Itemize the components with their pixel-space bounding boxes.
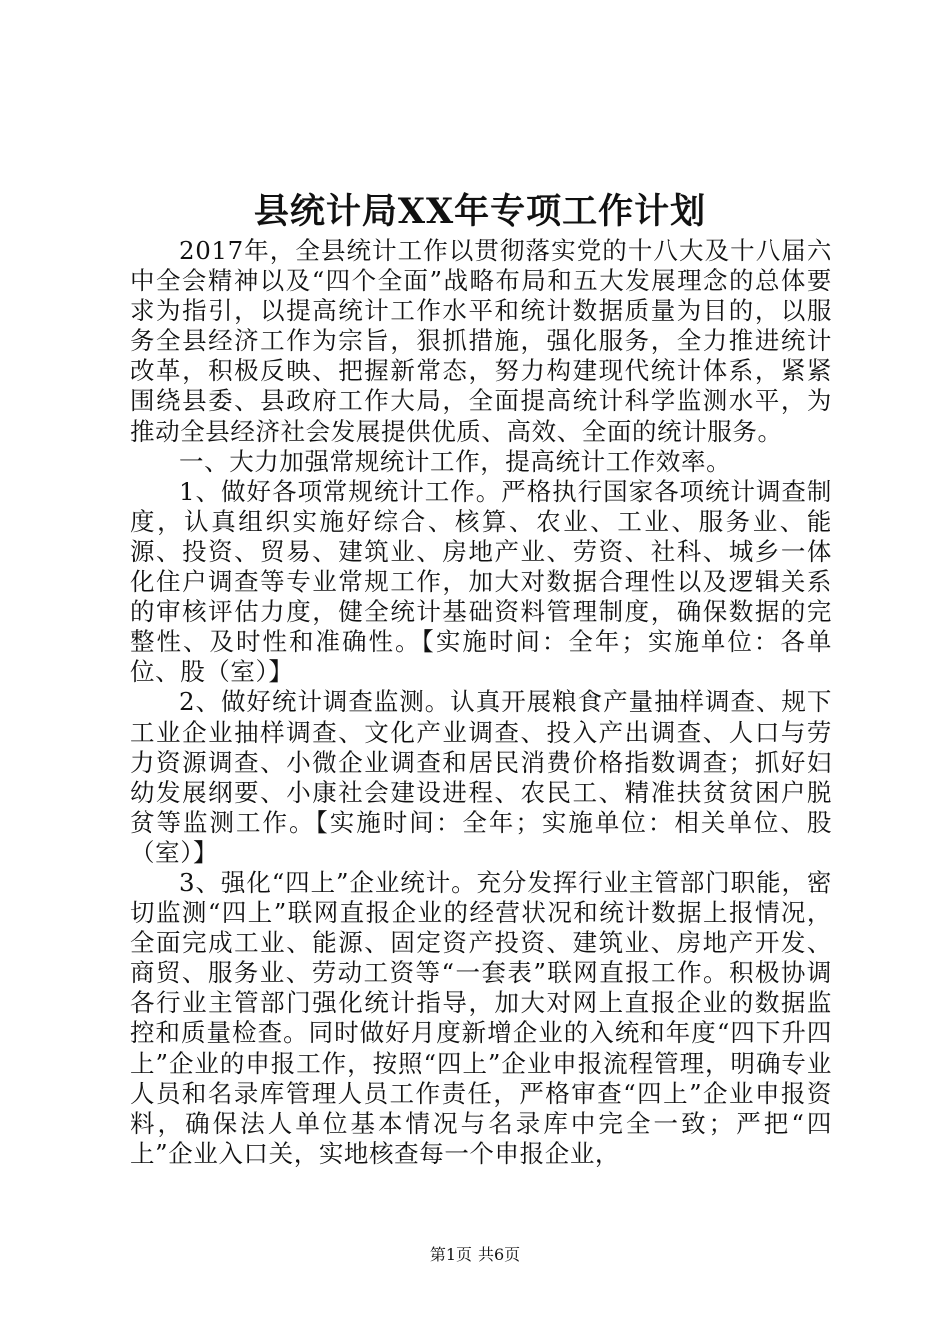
paragraph-item-2: 2、做好统计调查监测。认真开展粮食产量抽样调查、规下工业企业抽样调查、文化产业调查、投入产出调查、人口与劳力资源调查、小微企业调查和居民消费价格指数调查；抓好妇幼发展纲要、小康社会建设进程、农民工、精准扶贫贫困户脱贫等监测工作。【实施时间：全年；实施单位：相关单位、股（室）】 xyxy=(130,687,832,867)
document-body xyxy=(130,236,832,1169)
page-number: 第1页 xyxy=(429,1245,472,1264)
page-footer xyxy=(0,1244,950,1266)
paragraph-item-3: 3、强化“四上”企业统计。充分发挥行业主管部门职能，密切监测“四上”联网直报企业的经营状况和统计数据上报情况，全面完成工业、能源、固定资产投资、建筑业、房地产开发、商贸、服务业、劳动工资等“一套表”联网直报工作。积极协调各行业主管部门强化统计指导，加大对网上直报企业的数据监控和质量检查。同时做好月度新增企业的入统和年度“四下升四上”企业的申报工作，按照“四上”企业申报流程管理，明确专业人员和名录库管理人员工作责任，严格审查“四上”企业申报资料，确保法人单位基本情况与名录库中完全一致；严把“四上”企业入口关，实地核查每一个申报企业， xyxy=(130,867,832,1168)
paragraph-section-heading: 一、大力加强常规统计工作，提高统计工作效率。 xyxy=(179,446,732,476)
paragraph-item-1: 1、做好各项常规统计工作。严格执行国家各项统计调查制度，认真组织实施好综合、核算、农业、工业、服务业、能源、投资、贸易、建筑业、房地产业、劳资、社科、城乡一体化住户调查等专业常规工作，加大对数据合理性以及逻辑关系的审核评估力度，健全统计基础资料管理制度，确保数据的完整性、及时性和准确性。【实施时间：全年；实施单位：各单位、股（室）】 xyxy=(130,476,832,687)
page-total: 共6页 xyxy=(478,1245,521,1264)
document-title: 县统计局XX年专项工作计划 xyxy=(253,191,707,232)
paragraph-intro: 2017年，全县统计工作以贯彻落实党的十八大及十八届六中全会精神以及“四个全面”战略布局和五大发展理念的总体要求为指引，以提高统计工作水平和统计数据质量为目的，以服务全县经济工作为宗旨，狠抓措施，强化服务，全力推进统计改革，积极反映、把握新常态，努力构建现代统计体系，紧紧围绕县委、县政府工作大局，全面提高统计科学监测水平，为推动全县经济社会发展提供优质、高效、全面的统计服务。 xyxy=(130,236,832,446)
